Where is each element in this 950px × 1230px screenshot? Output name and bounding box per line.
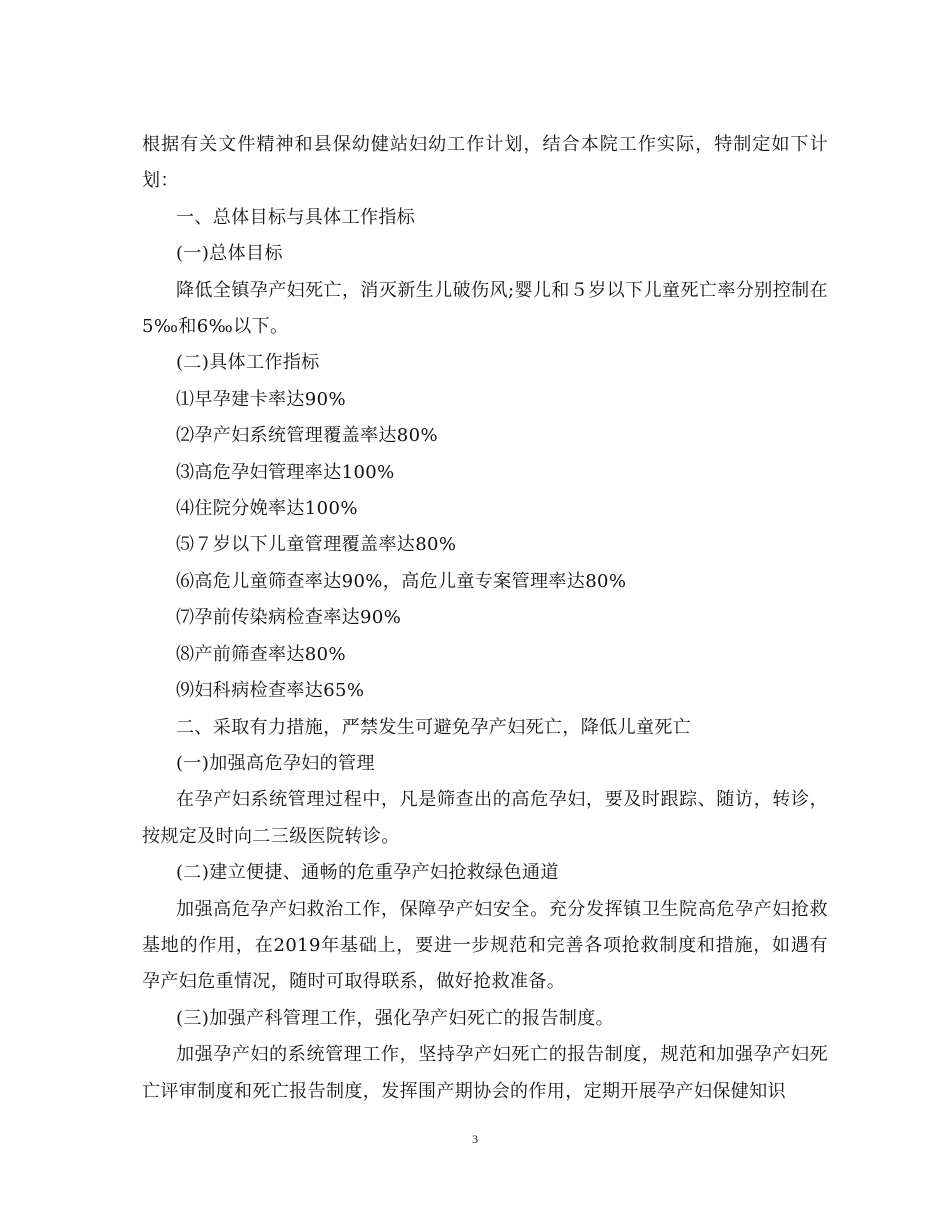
indicator-item: ⑼妇科病检查率达65% xyxy=(176,680,365,702)
indicator-item: ⑴早孕建卡率达90% xyxy=(176,388,347,410)
intro-paragraph: 根据有关文件精神和县保幼健站妇幼工作计划，结合本院工作实际，特制定如下计划： xyxy=(142,134,828,192)
indicator-item: ⑶高危孕妇管理率达100% xyxy=(176,461,395,483)
subsection-heading-obstetric-management: (三)加强产科管理工作，强化孕产妇死亡的报告制度。 xyxy=(176,1007,615,1029)
obstetric-management-paragraph: 加强孕产妇的系统管理工作，坚持孕产妇死亡的报告制度，规范和加强孕产妇死亡评审制度和死亡报告制度，发挥围产期协会的作用，定期开展孕产妇保健知识 xyxy=(142,1044,828,1102)
subsection-heading-high-risk: (一)加强高危孕妇的管理 xyxy=(176,752,375,774)
overall-goal-paragraph: 降低全镇孕产妇死亡，消灭新生儿破伤风;婴儿和５岁以下儿童死亡率分别控制在5‰和6‰以下。 xyxy=(142,279,828,338)
document-body xyxy=(142,127,828,1110)
section-heading-2: 二、采取有力措施，严禁发生可避免孕产妇死亡，降低儿童死亡 xyxy=(176,716,692,738)
indicator-item: ⑻产前筛查率达80% xyxy=(176,643,347,665)
subsection-heading-overall-goal: (一)总体目标 xyxy=(176,243,283,265)
green-channel-paragraph: 加强高危孕产妇救治工作，保障孕产妇安全。充分发挥镇卫生院高危孕产妇抢救基地的作用，在2019年基础上，要进一步规范和完善各项抢救制度和措施，如遇有孕产妇危重情况，随时可取得联系，做好抢救准备。 xyxy=(142,898,828,993)
high-risk-paragraph: 在孕产妇系统管理过程中，凡是筛查出的高危孕妇，要及时跟踪、随访，转诊，按规定及时向二三级医院转诊。 xyxy=(142,789,828,847)
subsection-heading-indicators: (二)具体工作指标 xyxy=(176,352,320,374)
indicator-item: ⑵孕产妇系统管理覆盖率达80% xyxy=(176,425,439,447)
indicator-item: ⑹高危儿童筛查率达90%，高危儿童专案管理率达80% xyxy=(176,570,627,592)
subsection-heading-green-channel: (二)建立便捷、通畅的危重孕产妇抢救绿色通道 xyxy=(176,862,559,884)
indicator-item: ⑺孕前传染病检查率达90% xyxy=(176,607,402,629)
page-number: 3 xyxy=(472,1132,478,1146)
indicator-item: ⑷住院分娩率达100% xyxy=(176,498,358,520)
section-heading-1: 一、总体目标与具体工作指标 xyxy=(176,206,416,228)
indicator-item: ⑸７岁以下儿童管理覆盖率达80% xyxy=(176,534,457,556)
